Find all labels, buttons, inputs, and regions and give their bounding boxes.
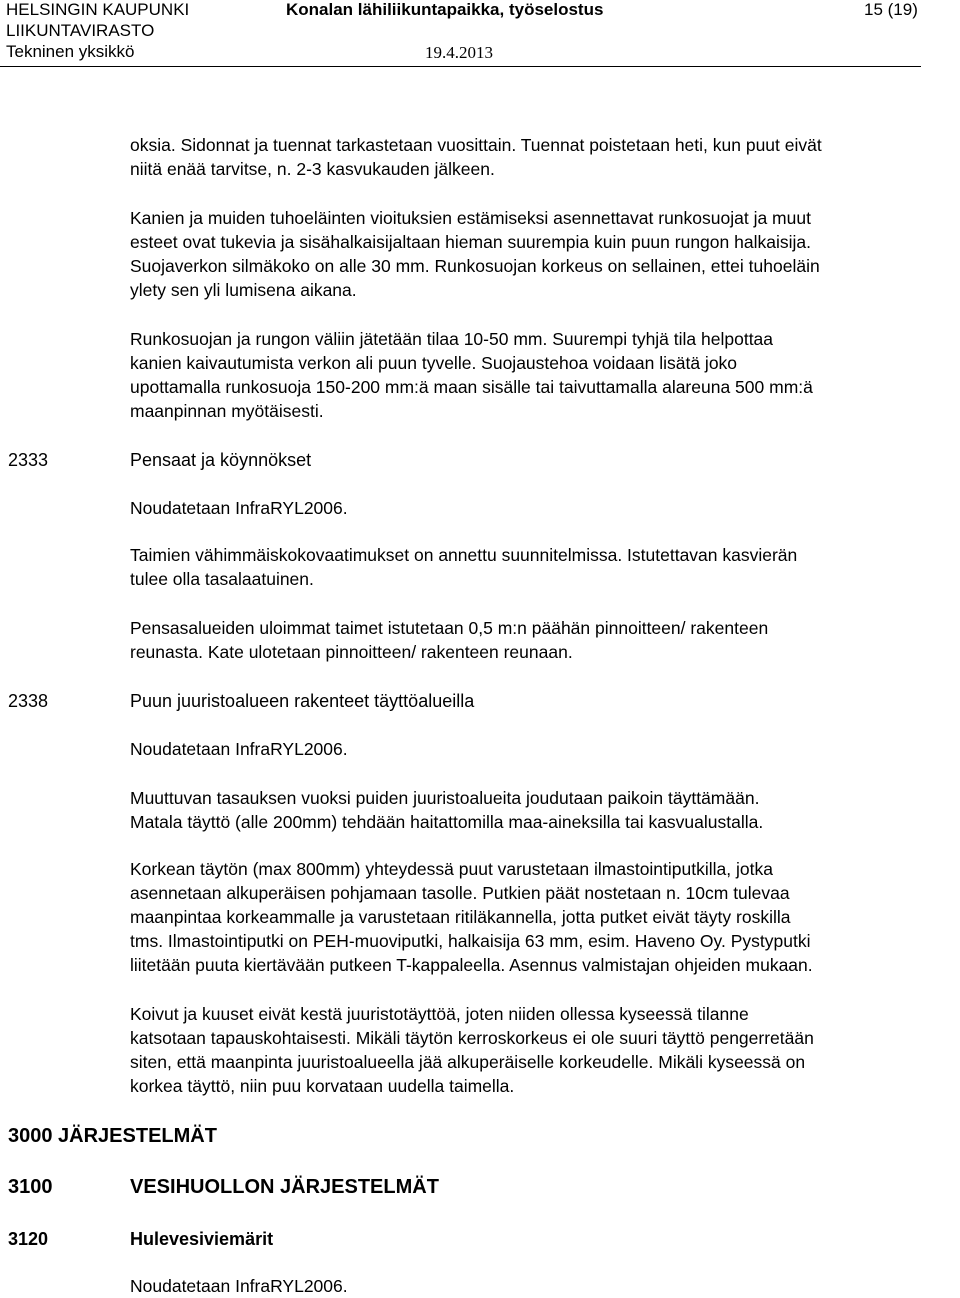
- section-title: Puun juuristoalueen rakenteet täyttöalueilla: [130, 691, 475, 711]
- page-number: 15 (19): [864, 0, 918, 19]
- paragraph-guard-clearance: [130, 327, 955, 423]
- department-name: LIIKUNTAVIRASTO: [6, 21, 155, 40]
- section-number: 3120: [8, 1229, 49, 1249]
- text-line: Kanien ja muiden tuhoeläinten vioituksien estämiseksi asennettavat runkosuojat ja muut: [130, 208, 811, 228]
- text-line: reunasta. Kate ulotetaan pinnoitteen/ rakenteen reunaan.: [130, 642, 573, 662]
- paragraph-low-fill: [130, 786, 955, 834]
- text-line: Muuttuvan tasauksen vuoksi puiden juuristoalueita joudutaan paikoin täyttämään.: [130, 788, 760, 808]
- text-line: tulee olla tasalaatuinen.: [130, 569, 314, 589]
- section-title: 3000 JÄRJESTELMÄT: [8, 1125, 217, 1147]
- text-line: maanpinnan myötäisesti.: [130, 401, 324, 421]
- text-line: korkea täyttö, niin puu korvataan uudella taimella.: [130, 1076, 515, 1096]
- text-line: siten, että maanpinta juuristoalueella jää alkuperäiselle korkeudelle. Mikäli kyseessä on: [130, 1052, 806, 1072]
- section-title: Pensaat ja köynnökset: [130, 450, 312, 470]
- text-line: oksia. Sidonnat ja tuennat tarkastetaan vuosittain. Tuennat poistetaan heti, kun puut eivät: [130, 135, 822, 155]
- paragraph-standard-reference: [130, 737, 955, 761]
- text-line: esteet ovat tukevia ja sisähalkaisijaltaan hieman suurempia kuin puun rungon halkaisija.: [130, 232, 811, 252]
- section-title: VESIHUOLLON JÄRJESTELMÄT: [130, 1176, 439, 1198]
- org-name: HELSINGIN KAUPUNKI: [6, 0, 190, 19]
- text-line: Noudatetaan InfraRYL2006.: [130, 1276, 348, 1296]
- paragraph-standard-reference: [130, 1274, 955, 1298]
- page-header: [0, 0, 921, 67]
- text-line: katsotaan tapauskohtaisesti. Mikäli täytön kerroskorkeus ei ole suuri täyttö pengerretään: [130, 1028, 814, 1048]
- text-line: Korkean täytön (max 800mm) yhteydessä puut varustetaan ilmastointiputkilla, jotka: [130, 859, 773, 879]
- text-line: ylety sen yli lumisena aikana.: [130, 280, 357, 300]
- document-title: Konalan lähiliikuntapaikka, työselostus: [286, 0, 604, 19]
- text-line: liitetään puuta kiertävään putkeen T-kappaleella. Asennus valmistajan ohjeiden mukaan.: [130, 955, 813, 975]
- unit-name: Tekninen yksikkö: [6, 42, 135, 61]
- text-line: Noudatetaan InfraRYL2006.: [130, 498, 348, 518]
- section-number: 2333: [8, 450, 49, 470]
- paragraph-plant-sizes: [130, 543, 955, 591]
- text-line: upottamalla runkosuoja 150-200 mm:ä maan sisälle tai taivuttamalla alareuna 500 mm:ä: [130, 377, 813, 397]
- paragraph-birch-spruce: [130, 1002, 955, 1098]
- section-number: 2338: [8, 691, 49, 711]
- text-line: maanpintaa korkeammalle ja varustetaan ritiläkannella, jotta putket eivät täyty roskilla: [130, 907, 791, 927]
- text-line: Koivut ja kuuset eivät kestä juuristotäyttöä, joten niiden ollessa kyseessä tilanne: [130, 1004, 749, 1024]
- section-number: 3100: [8, 1176, 53, 1198]
- text-line: kanien kaivautumista verkon ali puun tyvelle. Suojaustehoa voidaan lisätä joko: [130, 353, 738, 373]
- text-line: Matala täyttö (alle 200mm) tehdään haitattomilla maa-aineksilla tai kasvualustalla.: [130, 812, 764, 832]
- text-line: Pensasalueiden uloimmat taimet istutetaan 0,5 m:n päähän pinnoitteen/ rakenteen: [130, 618, 769, 638]
- paragraph-tree-support: [130, 133, 955, 181]
- text-line: Noudatetaan InfraRYL2006.: [130, 739, 348, 759]
- text-line: niitä enää tarvitse, n. 2-3 kasvukauden jälkeen.: [130, 159, 495, 179]
- paragraph-trunk-guards: [130, 206, 955, 302]
- text-line: Runkosuojan ja rungon väliin jätetään tilaa 10-50 mm. Suurempi tyhjä tila helpottaa: [130, 329, 774, 349]
- text-line: Suojaverkon silmäkoko on alle 30 mm. Runkosuojan korkeus on sellainen, ettei tuhoeläin: [130, 256, 820, 276]
- text-line: Taimien vähimmäiskokovaatimukset on annettu suunnitelmissa. Istutettavan kasvierän: [130, 545, 798, 565]
- paragraph-shrub-planting: [130, 616, 955, 664]
- text-line: tms. Ilmastointiputki on PEH-muoviputki, halkaisija 63 mm, esim. Haveno Oy. Pystyputki: [130, 931, 811, 951]
- paragraph-standard-reference: [130, 496, 955, 520]
- document-date: 19.4.2013: [425, 43, 493, 62]
- paragraph-high-fill: [130, 857, 955, 977]
- section-title: Hulevesiviemärit: [130, 1229, 274, 1249]
- text-line: asennetaan alkuperäisen pohjamaan tasolle. Putkien päät nostetaan n. 10cm tulevaa: [130, 883, 790, 903]
